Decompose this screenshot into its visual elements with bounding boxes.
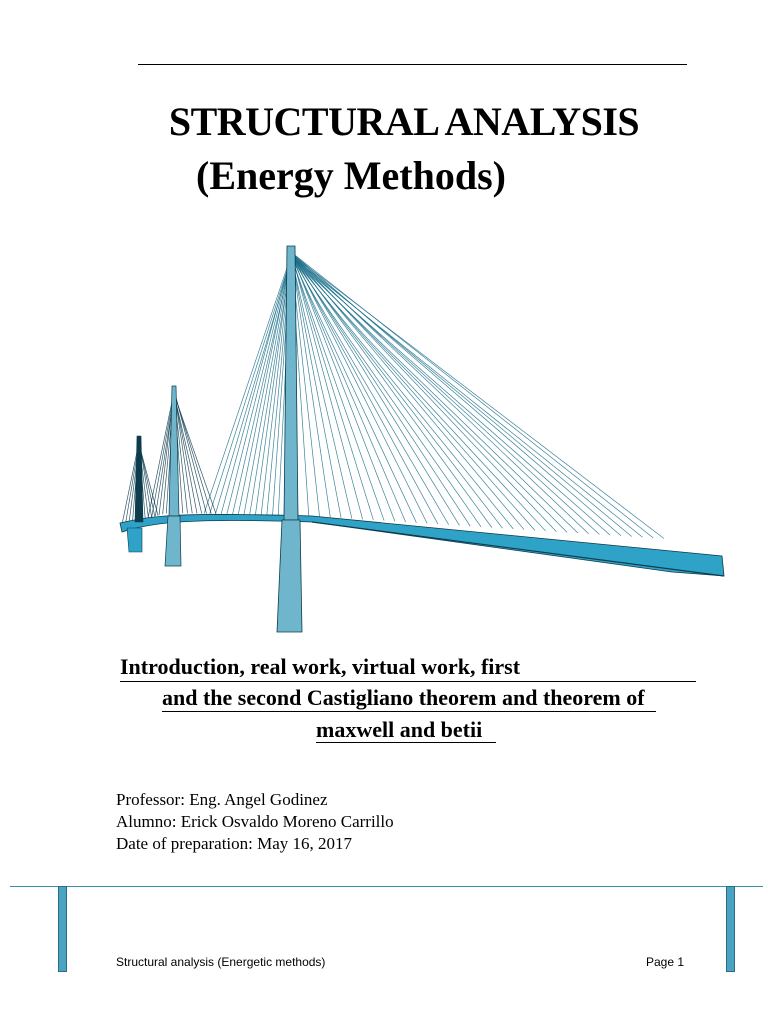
document-subtitle: (Energy Methods) [196, 153, 506, 198]
deck-edge [312, 522, 724, 576]
cable-main-right [291, 256, 610, 535]
footer-rule [10, 886, 763, 887]
subject-line-2: and the second Castigliano theorem and theorem of [162, 685, 645, 710]
cable-main-left [244, 258, 291, 514]
cable-mid-right [174, 394, 216, 514]
cable-main-right [291, 252, 653, 538]
cable-main-right [291, 254, 406, 522]
cable-main-left [227, 258, 291, 514]
page-number: Page 1 [646, 955, 685, 969]
cable-main-right [291, 256, 513, 529]
student-line: Alumno: Erick Osvaldo Moreno Carrillo [116, 812, 394, 831]
subject-line-1: Introduction, real work, virtual work, first [120, 654, 521, 679]
small-tower-pier [127, 528, 142, 552]
header-rule [138, 64, 687, 65]
professor-line: Professor: Eng. Angel Godinez [116, 790, 328, 809]
cable-main-right [291, 256, 578, 533]
mid-tower-upper [169, 386, 179, 516]
small-tower-upper [135, 436, 143, 522]
cable-main-right [291, 254, 373, 520]
subject-underline-1 [120, 681, 696, 682]
cable-main-right [291, 254, 438, 524]
cable-stayed-bridge-illustration [112, 240, 727, 636]
cable-main-right [291, 256, 642, 537]
footer-bar-left [58, 886, 67, 972]
cable-main-right [291, 252, 621, 536]
bridge-deck [120, 514, 724, 576]
date-line: Date of preparation: May 16, 2017 [116, 834, 353, 853]
bridge-structure [120, 246, 724, 632]
footer-title: Structural analysis (Energetic methods) [116, 955, 326, 969]
cable-main-left [238, 256, 291, 514]
subject-underline-2 [162, 711, 656, 712]
main-tower-pier [277, 520, 302, 632]
bridge-cables [122, 252, 664, 539]
cable-main-right [291, 256, 481, 527]
mid-tower-pier [165, 516, 181, 566]
cable-main-left [204, 256, 291, 514]
cable-main-right [291, 256, 449, 525]
footer-bar-right [726, 886, 735, 972]
subject-line-3: maxwell and betii [316, 717, 483, 742]
document-title: STRUCTURAL ANALYSIS [168, 99, 640, 144]
subject-underline-3 [316, 742, 496, 743]
cable-main-right [291, 256, 416, 523]
cable-main-right [291, 254, 632, 536]
